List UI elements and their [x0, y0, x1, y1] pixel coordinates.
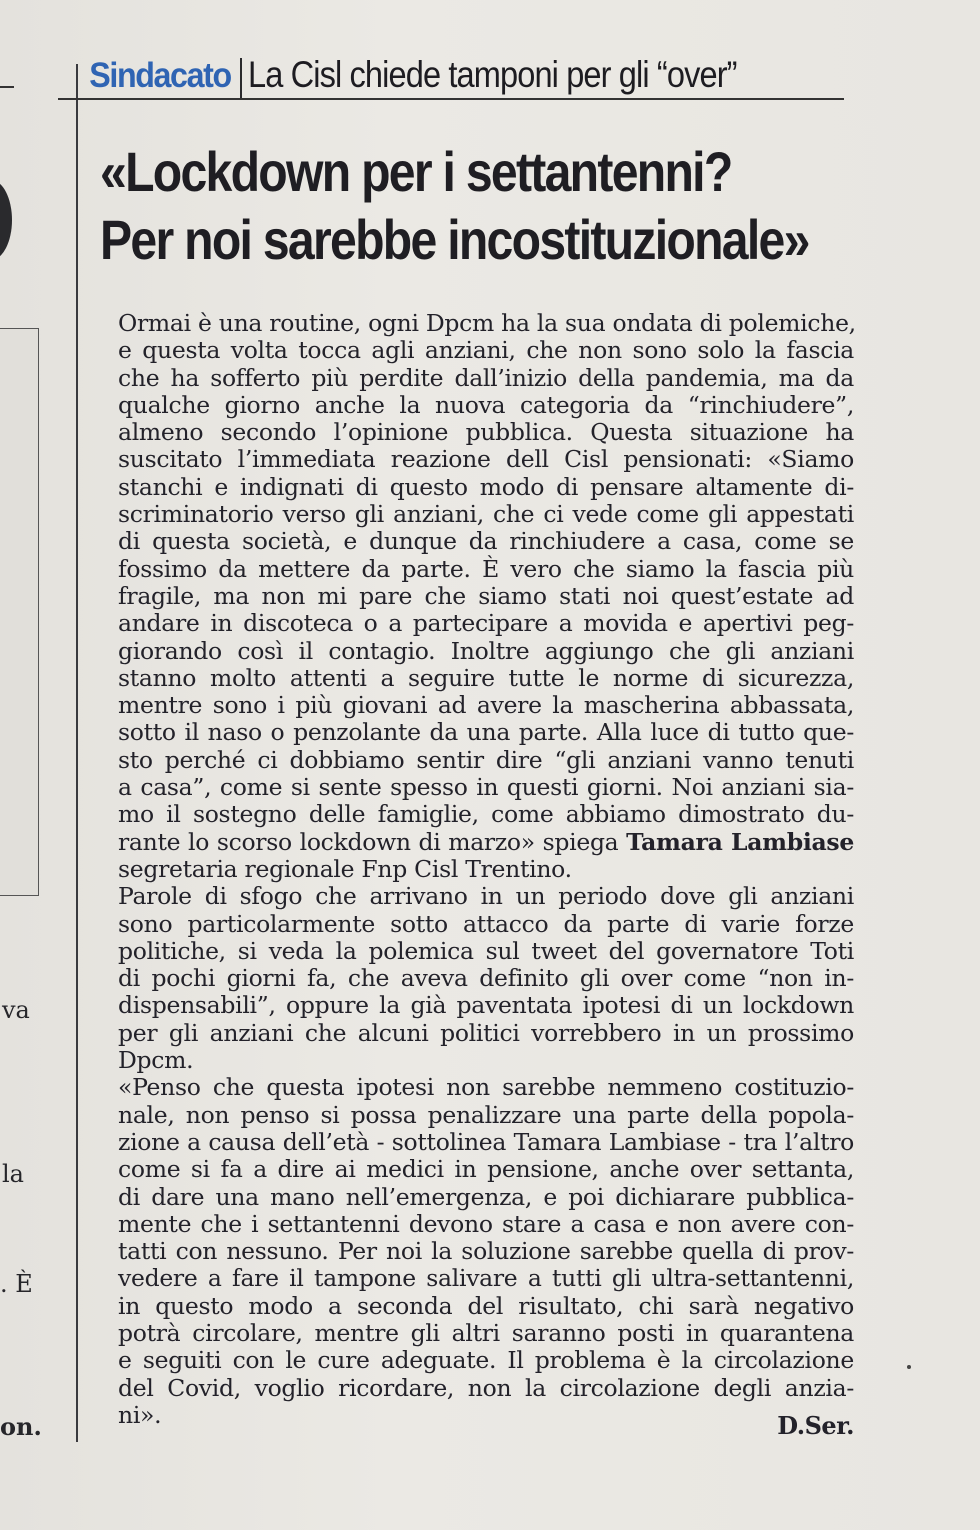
- section-label: Sindacato: [89, 56, 231, 95]
- body-line: e questa volta tocca agli anziani, che non sono solo la fascia: [118, 336, 854, 365]
- body-line: fragile, ma non mi pare che siamo stati noi quest’estate ad: [118, 581, 854, 610]
- body-line: stanno molto attenti a seguire tutte le norme di sicurezza,: [118, 663, 854, 692]
- author-name: Tamara Lambiase: [626, 827, 854, 856]
- adjacent-text-fragment: va: [2, 996, 30, 1024]
- body-line: ni».: [118, 1400, 162, 1429]
- body-line: almeno secondo l’opinione pubblica. Questa situazione ha: [118, 418, 854, 447]
- kicker: [58, 46, 844, 100]
- body-line: mo il sostegno delle famiglie, come abbiamo dimostrato du-: [118, 800, 854, 829]
- body-line: e seguiti con le cure adeguate. Il problema è la circolazione: [118, 1346, 854, 1375]
- body-line: sono particolarmente sotto attacco da parte di varie forze: [118, 909, 854, 938]
- adjacent-text-fragment: . È: [0, 1270, 33, 1298]
- adjacent-text-fragment: la: [2, 1160, 24, 1188]
- body-line: di questa società, e dunque da rinchiudere a casa, come se: [118, 527, 854, 556]
- body-line: giorando così il contagio. Inoltre aggiungo che gli anziani: [118, 636, 854, 665]
- body-line: Parole di sfogo che arrivano in un periodo dove gli anziani: [118, 882, 854, 911]
- body-line: di pochi giorni fa, che aveva definito gli over come “non in-: [118, 964, 854, 993]
- body-line: che ha sofferto più perdite dall’inizio della pandemia, ma da: [118, 363, 854, 392]
- author-signature: D.Ser.: [777, 1411, 854, 1440]
- adjacent-dark-shape: [0, 180, 12, 260]
- adjacent-rule: [0, 86, 14, 88]
- body-line: Dpcm.: [118, 1046, 194, 1075]
- body-line: politiche, si veda la polemica sul tweet del governatore Toti: [118, 936, 854, 965]
- body-line: «Penso che questa ipotesi non sarebbe nemmeno costituzio-: [118, 1073, 854, 1102]
- article-body: [118, 310, 854, 1429]
- adjacent-box: [0, 328, 39, 896]
- body-line: fossimo da mettere da parte. È vero che siamo la fascia più: [118, 554, 854, 583]
- print-speck: [907, 1365, 911, 1369]
- body-line: tatti con nessuno. Per noi la soluzione sarebbe quella di prov-: [118, 1237, 854, 1266]
- body-text: rante lo scorso lockdown di marzo» spiega: [118, 827, 627, 856]
- body-line: come si fa a dire ai medici in pensione, anche over settanta,: [118, 1155, 854, 1184]
- body-line: potrà circolare, mentre gli altri saranno posti in quarantena: [118, 1318, 854, 1347]
- body-line: di dare una mano nell’emergenza, e poi dichiarare pubblica-: [118, 1182, 854, 1211]
- body-line: a casa”, come si sente spesso in questi giorni. Noi anziani sia-: [118, 773, 854, 802]
- body-line: per gli anziani che alcuni politici vorrebbero in un prossimo: [118, 1018, 854, 1047]
- headline: [100, 138, 860, 274]
- body-line: sotto il naso o penzolante da una parte. Alla luce di tutto que-: [118, 718, 854, 747]
- body-line: qualche giorno anche la nuova categoria da “rinchiudere”,: [118, 390, 854, 419]
- body-line: in questo modo a seconda del risultato, chi sarà negativo: [118, 1291, 854, 1320]
- body-line: Ormai è una routine, ogni Dpcm ha la sua ondata di polemiche,: [118, 309, 856, 337]
- headline-line: Per noi sarebbe incostituzionale»: [100, 208, 809, 271]
- body-line: mentre sono i più giovani ad avere la mascherina abbassata,: [118, 691, 854, 720]
- body-line: scriminatorio verso gli anziani, che ci vede come gli appestati: [118, 500, 854, 529]
- body-line: suscitato l’immediata reazione dell Cisl pensionati: «Siamo: [118, 445, 854, 474]
- kicker-title: La Cisl chiede tamponi per gli “over”: [247, 54, 737, 95]
- body-line: [118, 829, 854, 856]
- body-line: segretaria regionale Fnp Cisl Trentino.: [118, 854, 572, 883]
- body-line: sto perché ci dobbiamo sentir dire “gli anziani vanno tenuti: [118, 745, 854, 774]
- headline-line: «Lockdown per i settantenni?: [100, 140, 732, 203]
- body-line: dispensabili”, oppure la già paventata ipotesi di un lockdown: [118, 991, 854, 1020]
- body-line: stanchi e indignati di questo modo di pensare altamente di-: [118, 472, 854, 501]
- body-line: del Covid, voglio ricordare, non la circolazione degli anzia-: [118, 1373, 854, 1402]
- adjacent-column: [0, 0, 60, 1530]
- kicker-divider: [240, 58, 242, 98]
- body-line: andare in discoteca o a partecipare a movida e apertivi peg-: [118, 609, 854, 638]
- column-divider: [76, 64, 78, 1442]
- body-line: vedere a fare il tampone salivare a tutti gli ultra-settantenni,: [118, 1264, 854, 1293]
- body-line: zione a causa dell’età - sottolinea Tamara Lambiase - tra l’altro: [118, 1127, 854, 1156]
- adjacent-text-fragment: on.: [0, 1412, 42, 1441]
- body-line: nale, non penso si possa penalizzare una parte della popola-: [118, 1100, 854, 1129]
- body-line: mente che i settantenni devono stare a casa e non avere con-: [118, 1209, 854, 1238]
